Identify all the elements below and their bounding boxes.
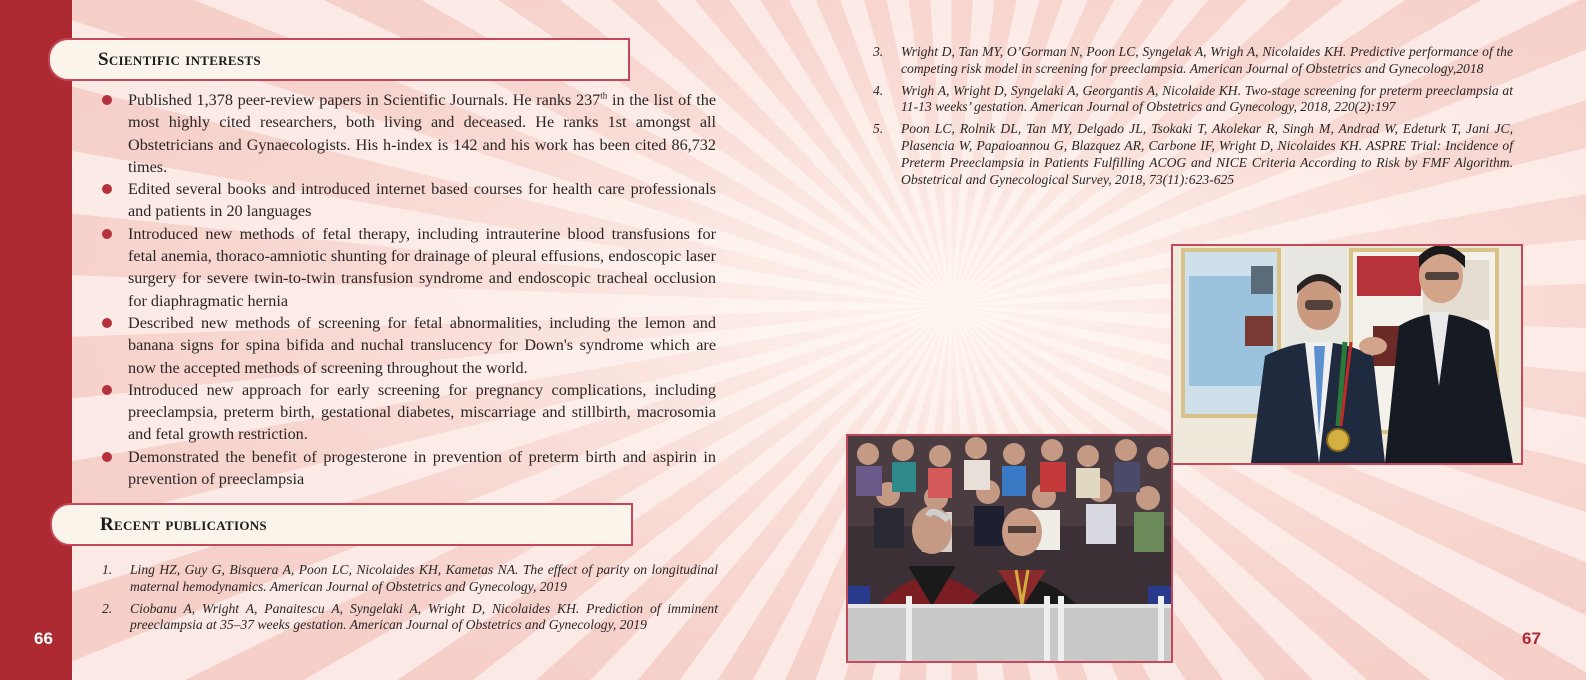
photo-audience xyxy=(846,434,1173,663)
page-number-right: 67 xyxy=(1522,629,1541,648)
scientific-interests-heading-text: Scientific interests xyxy=(98,48,261,70)
publication-text: Ling HZ, Guy G, Bisquera A, Poon LC, Nicolaides KH, Kametas NA. The effect of parity on longitudinal maternal hemodynamics. American Journal of Obstetrics and Gynecology, 2019 xyxy=(130,562,718,594)
recent-publications-heading-text: Recent publications xyxy=(100,513,267,535)
bullet-dot-icon xyxy=(102,385,112,395)
bullet-dot-icon xyxy=(102,95,112,105)
scientific-interests-list xyxy=(102,89,716,490)
publication-number: 2. xyxy=(102,600,113,616)
publication-number: 1. xyxy=(102,562,113,577)
publication-text: Ciobanu A, Wright A, Panaitescu A, Syngelaki A, Wright D, Nicolaides KH. Prediction of imminent preeclampsia at 35–37 weeks gestation. American Journal of Obstetrics and Gynecology, 2019 xyxy=(130,600,718,633)
interest-text: Introduced new approach for early screening for pregnancy complications, including preeclampsia, preterm birth, gestational diabetes, miscarriage and stillbirth, macrosomia and fetal growth restriction. xyxy=(128,380,716,444)
publication-number: 4. xyxy=(873,82,884,98)
interest-text: Described new methods of screening for fetal abnormalities, including the lemon and banana signs for spina bifida and nuchal translucency for Down's syndrome which are now the accepted methods of screening throughout the world. xyxy=(128,313,716,377)
publications-list-right xyxy=(873,44,1513,193)
interest-item xyxy=(102,446,716,491)
publication-number: 3. xyxy=(873,44,884,59)
bullet-dot-icon xyxy=(102,229,112,239)
interest-text: Edited several books and introduced internet based courses for health care professionals and patients in 20 languages xyxy=(128,180,716,221)
publication-text: Wright D, Tan MY, O’Gorman N, Poon LC, Syngelak A, Wrigh A, Nicolaides KH. Predictive performance of the competing risk model in screening for preeclampsia. American Journal of Obstetrics and Gynecology,2018 xyxy=(901,44,1513,76)
publication-text: Poon LC, Rolnik DL, Tan MY, Delgado JL, Tsokaki T, Akolekar R, Singh M, Andrad W, Edeturk T, Jani JC, Plasencia W, Papaioannou G, Blazquez AR, Carbone IF, Wright D, Nicolaides KH. ASPRE Trial: Incidence of Preterm Preeclampsia in Patients Fulfilling ACOG and NICE Criteria According to Risk by FMF Algorithm. Obstetrical and Gynecological Survey, 2018, 73(11):623-625 xyxy=(901,121,1513,187)
interest-item xyxy=(102,223,716,312)
interest-text-sup: th xyxy=(600,90,608,101)
bullet-dot-icon xyxy=(102,318,112,328)
photo-medal-ceremony xyxy=(1171,244,1523,465)
interest-text: Demonstrated the benefit of progesterone in prevention of preterm birth and aspirin in prevention of preeclampsia xyxy=(128,447,716,489)
recent-publications-heading xyxy=(50,503,633,546)
publications-list-left xyxy=(102,562,718,639)
publication-item xyxy=(102,562,718,596)
publication-number: 5. xyxy=(873,121,884,137)
bullet-dot-icon xyxy=(102,184,112,194)
publication-item xyxy=(102,601,718,635)
bullet-dot-icon xyxy=(102,452,112,462)
page-number-left: 66 xyxy=(34,629,53,648)
publication-item xyxy=(873,83,1513,117)
publication-item xyxy=(873,44,1513,78)
publication-item xyxy=(873,121,1513,188)
medal-ceremony-illustration xyxy=(1173,246,1521,463)
publication-text: Wrigh A, Wright D, Syngelaki A, Georgantis A, Nicolaide KH. Two-stage screening for preterm preeclampsia at 11-13 weeks’ gestation. American Journal of Obstetrics and Gynecology, 2018, 220(2):197 xyxy=(901,82,1513,115)
interest-item xyxy=(102,379,716,446)
interest-text-post: in the list of the most highly cited researchers, both living and deceased. He ranks 1st amongst all Obstetricians and Gynaecologists. His h-index is 142 and his work has been cited 86,732 times. xyxy=(128,91,716,176)
interest-item xyxy=(102,89,716,178)
interest-text: Introduced new methods of fetal therapy, including intrauterine blood transfusions for fetal anemia, thoraco-amniotic shunting for drainage of pleural effusions, endoscopic laser surgery for severe twin-to-twin transfusion syndrome and endoscopic tracheal occlusion for diaphragmatic hernia xyxy=(128,224,716,310)
interest-item xyxy=(102,178,716,223)
audience-illustration xyxy=(848,436,1171,661)
left-page-strip xyxy=(0,0,72,680)
scientific-interests-heading xyxy=(48,38,630,81)
interest-text-pre: Published 1,378 peer-review papers in Scientific Journals. He ranks 237 xyxy=(128,91,601,109)
interest-item xyxy=(102,312,716,379)
